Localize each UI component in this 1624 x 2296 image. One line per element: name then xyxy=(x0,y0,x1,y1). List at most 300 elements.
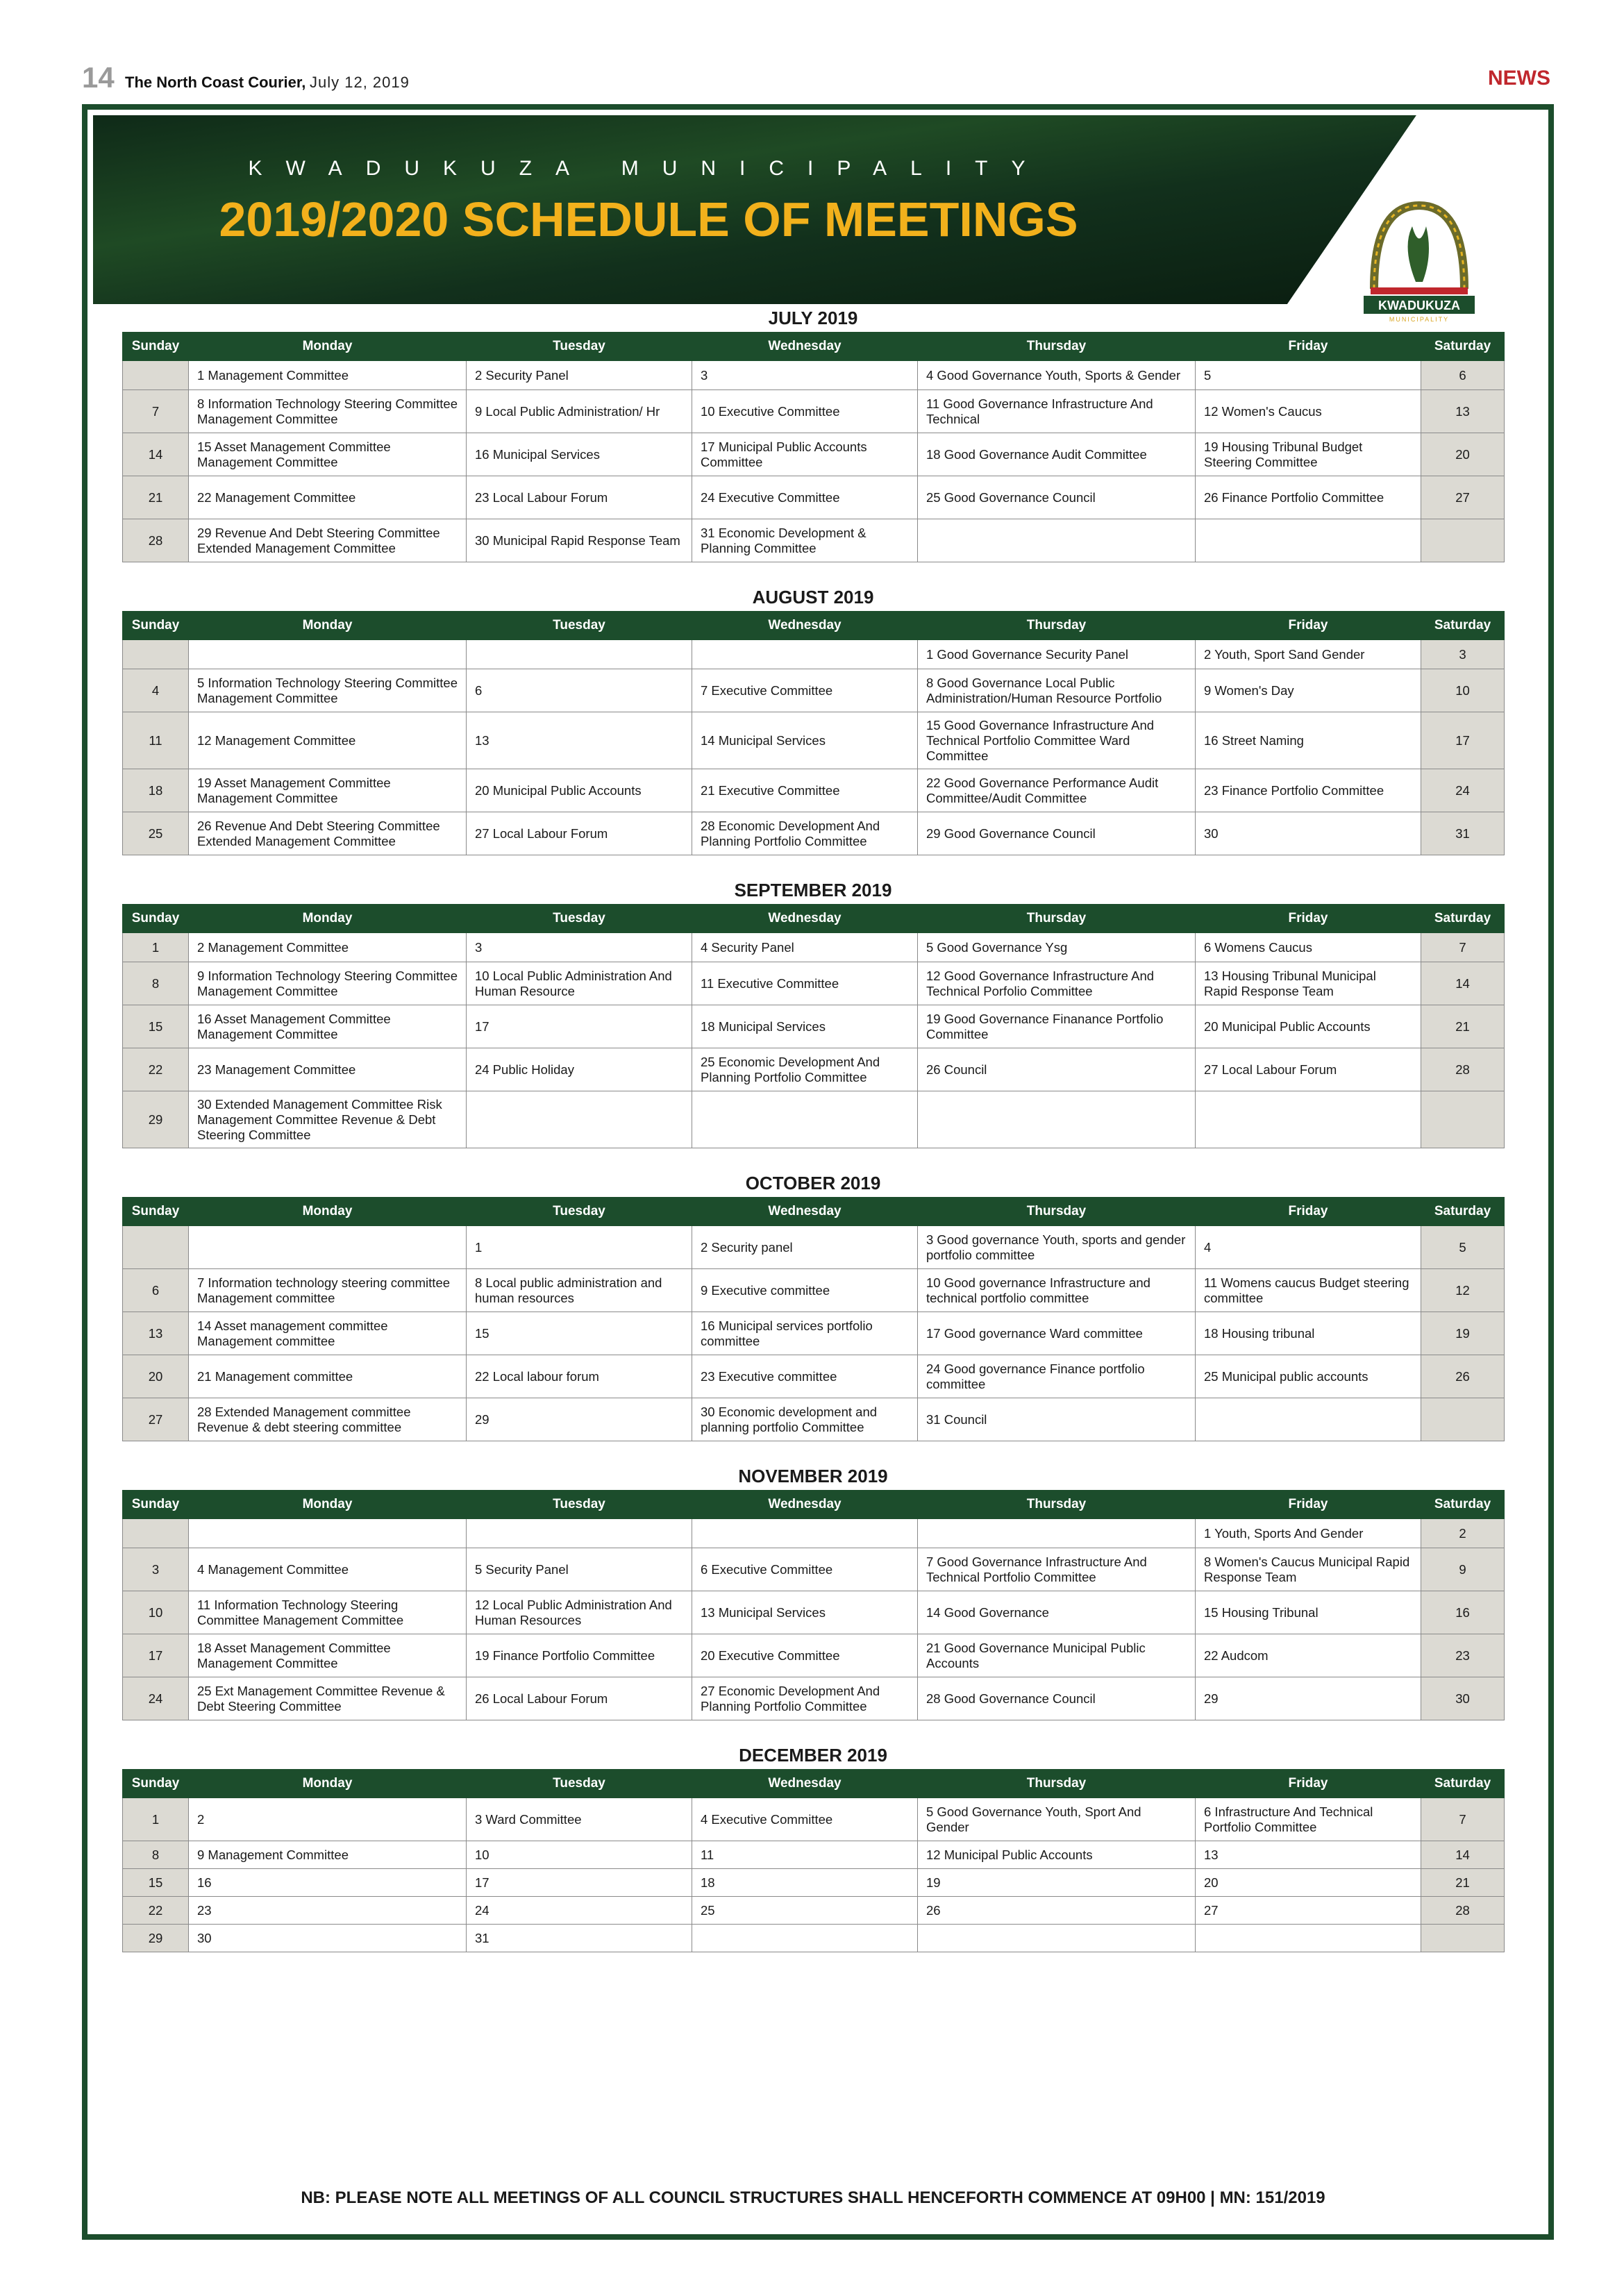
weekday-header: Tuesday xyxy=(467,1770,692,1798)
weekday-header: Wednesday xyxy=(692,333,918,361)
week-row xyxy=(123,1312,1505,1355)
day-cell: 7 Executive Committee xyxy=(692,669,918,712)
day-cell: 13 Municipal Services xyxy=(692,1591,918,1634)
day-cell: 25 Ext Management Committee Revenue & Debt Steering Committee xyxy=(189,1677,467,1720)
weekday-header: Friday xyxy=(1196,1198,1421,1226)
day-cell: 22 Management Committee xyxy=(189,476,467,519)
week-row xyxy=(123,476,1505,519)
day-cell: 25 Good Governance Council xyxy=(918,476,1196,519)
day-cell: 16 Municipal services portfolio committee xyxy=(692,1312,918,1355)
day-cell: 17 Good governance Ward committee xyxy=(918,1312,1196,1355)
week-row xyxy=(123,1591,1505,1634)
weekend-day-cell: 7 xyxy=(123,390,189,433)
week-row xyxy=(123,1091,1505,1148)
day-cell: 24 Good governance Finance portfolio committee xyxy=(918,1355,1196,1398)
day-cell: 9 Women's Day xyxy=(1196,669,1421,712)
week-row xyxy=(123,1005,1505,1048)
weekend-day-cell: 29 xyxy=(123,1925,189,1952)
day-cell: 19 Housing Tribunal Budget Steering Committee xyxy=(1196,433,1421,476)
weekday-header-row xyxy=(123,1198,1505,1226)
day-cell: 19 Good Governance Finanance Portfolio Committee xyxy=(918,1005,1196,1048)
weekend-day-cell xyxy=(1421,519,1505,562)
weekend-day-cell: 18 xyxy=(123,769,189,812)
weekend-day-cell: 16 xyxy=(1421,1591,1505,1634)
day-cell: 27 xyxy=(1196,1897,1421,1925)
month-calendar-table xyxy=(122,1769,1505,1952)
publication-date: July 12, 2019 xyxy=(310,74,410,91)
weekend-day-cell: 13 xyxy=(1421,390,1505,433)
day-cell: 26 Council xyxy=(918,1048,1196,1091)
weekday-header: Saturday xyxy=(1421,1198,1505,1226)
day-cell: 11 xyxy=(692,1841,918,1869)
day-cell xyxy=(1196,519,1421,562)
day-cell: 29 Good Governance Council xyxy=(918,812,1196,855)
week-row xyxy=(123,433,1505,476)
day-cell: 24 Public Holiday xyxy=(467,1048,692,1091)
week-row xyxy=(123,669,1505,712)
day-cell: 15 Housing Tribunal xyxy=(1196,1591,1421,1634)
day-cell: 1 Management Committee xyxy=(189,361,467,390)
footnote: NB: PLEASE NOTE ALL MEETINGS OF ALL COUNCIL STRUCTURES SHALL HENCEFORTH COMMENCE AT 09H00 | MN: 151/2019 xyxy=(301,2188,1325,2207)
weekend-day-cell: 8 xyxy=(123,1841,189,1869)
day-cell: 30 Municipal Rapid Response Team xyxy=(467,519,692,562)
day-cell: 29 Revenue And Debt Steering Committee Extended Management Committee xyxy=(189,519,467,562)
weekend-day-cell xyxy=(123,361,189,390)
day-cell: 3 xyxy=(692,361,918,390)
weekend-day-cell xyxy=(1421,1925,1505,1952)
weekend-day-cell: 27 xyxy=(123,1398,189,1441)
weekend-day-cell: 1 xyxy=(123,933,189,962)
day-cell xyxy=(189,1226,467,1269)
week-row xyxy=(123,1269,1505,1312)
day-cell: 7 Information technology steering committee Management committee xyxy=(189,1269,467,1312)
weekday-header: Thursday xyxy=(918,905,1196,933)
week-row xyxy=(123,1355,1505,1398)
day-cell: 22 Audcom xyxy=(1196,1634,1421,1677)
weekend-day-cell: 25 xyxy=(123,812,189,855)
weekday-header: Monday xyxy=(189,1198,467,1226)
day-cell: 14 Asset management committee Management committee xyxy=(189,1312,467,1355)
weekend-day-cell: 5 xyxy=(1421,1226,1505,1269)
banner-kicker: KWADUKUZA MUNICIPALITY xyxy=(248,157,1049,180)
weekday-header: Monday xyxy=(189,1491,467,1519)
day-cell: 27 Economic Development And Planning Portfolio Committee xyxy=(692,1677,918,1720)
day-cell: 17 Municipal Public Accounts Committee xyxy=(692,433,918,476)
weekday-header: Thursday xyxy=(918,1491,1196,1519)
weekend-day-cell: 6 xyxy=(123,1269,189,1312)
day-cell: 12 Good Governance Infrastructure And Technical Porfolio Committee xyxy=(918,962,1196,1005)
day-cell: 24 xyxy=(467,1897,692,1925)
weekday-header: Friday xyxy=(1196,1491,1421,1519)
day-cell: 3 xyxy=(467,933,692,962)
weekend-day-cell: 14 xyxy=(1421,962,1505,1005)
day-cell: 26 Local Labour Forum xyxy=(467,1677,692,1720)
day-cell: 29 xyxy=(1196,1677,1421,1720)
page-number: 14 xyxy=(82,61,115,94)
weekday-header-row xyxy=(123,612,1505,640)
weekend-day-cell: 1 xyxy=(123,1798,189,1841)
weekday-header: Sunday xyxy=(123,333,189,361)
day-cell: 17 xyxy=(467,1869,692,1897)
day-cell: 11 Womens caucus Budget steering committee xyxy=(1196,1269,1421,1312)
day-cell: 20 Municipal Public Accounts xyxy=(1196,1005,1421,1048)
weekday-header: Sunday xyxy=(123,1491,189,1519)
week-row xyxy=(123,1048,1505,1091)
day-cell: 12 Management Committee xyxy=(189,712,467,769)
day-cell: 10 Executive Committee xyxy=(692,390,918,433)
day-cell: 5 Information Technology Steering Committee Management Committee xyxy=(189,669,467,712)
day-cell: 15 Asset Management Committee Management Committee xyxy=(189,433,467,476)
day-cell: 9 Management Committee xyxy=(189,1841,467,1869)
weekend-day-cell: 14 xyxy=(123,433,189,476)
weekend-day-cell: 21 xyxy=(123,476,189,519)
day-cell: 13 xyxy=(1196,1841,1421,1869)
weekend-day-cell xyxy=(123,640,189,669)
day-cell xyxy=(189,1519,467,1548)
day-cell: 18 Housing tribunal xyxy=(1196,1312,1421,1355)
month-title: OCTOBER 2019 xyxy=(745,1173,881,1193)
weekday-header: Friday xyxy=(1196,612,1421,640)
weekend-day-cell: 15 xyxy=(123,1869,189,1897)
weekend-day-cell: 9 xyxy=(1421,1548,1505,1591)
day-cell: 6 xyxy=(467,669,692,712)
day-cell xyxy=(918,1519,1196,1548)
day-cell: 5 xyxy=(1196,361,1421,390)
weekday-header: Tuesday xyxy=(467,333,692,361)
month-calendar-table xyxy=(122,611,1505,855)
weekend-day-cell: 10 xyxy=(1421,669,1505,712)
day-cell: 1 Good Governance Security Panel xyxy=(918,640,1196,669)
day-cell xyxy=(692,1091,918,1148)
weekday-header: Monday xyxy=(189,1770,467,1798)
weekend-day-cell: 17 xyxy=(123,1634,189,1677)
day-cell: 14 Good Governance xyxy=(918,1591,1196,1634)
weekend-day-cell: 13 xyxy=(123,1312,189,1355)
day-cell: 21 Executive Committee xyxy=(692,769,918,812)
weekend-day-cell: 23 xyxy=(1421,1634,1505,1677)
day-cell: 5 Good Governance Ysg xyxy=(918,933,1196,962)
day-cell: 4 xyxy=(1196,1226,1421,1269)
day-cell: 2 xyxy=(189,1798,467,1841)
day-cell: 3 Ward Committee xyxy=(467,1798,692,1841)
week-row xyxy=(123,640,1505,669)
weekend-day-cell xyxy=(1421,1398,1505,1441)
weekend-day-cell: 3 xyxy=(123,1548,189,1591)
weekday-header: Thursday xyxy=(918,333,1196,361)
week-row xyxy=(123,962,1505,1005)
day-cell: 8 Women's Caucus Municipal Rapid Response Team xyxy=(1196,1548,1421,1591)
weekday-header: Sunday xyxy=(123,1770,189,1798)
weekday-header: Wednesday xyxy=(692,612,918,640)
week-row xyxy=(123,1398,1505,1441)
day-cell: 6 Infrastructure And Technical Portfolio Committee xyxy=(1196,1798,1421,1841)
weekend-day-cell: 20 xyxy=(123,1355,189,1398)
weekend-day-cell: 24 xyxy=(1421,769,1505,812)
day-cell: 30 xyxy=(1196,812,1421,855)
day-cell: 23 Local Labour Forum xyxy=(467,476,692,519)
week-row xyxy=(123,1677,1505,1720)
day-cell: 8 Local public administration and human resources xyxy=(467,1269,692,1312)
day-cell: 4 Management Committee xyxy=(189,1548,467,1591)
day-cell xyxy=(692,640,918,669)
week-row xyxy=(123,1798,1505,1841)
weekend-day-cell: 4 xyxy=(123,669,189,712)
day-cell: 21 Management committee xyxy=(189,1355,467,1398)
weekday-header: Monday xyxy=(189,612,467,640)
page-header xyxy=(82,61,1550,103)
day-cell xyxy=(918,1925,1196,1952)
day-cell: 18 xyxy=(692,1869,918,1897)
weekend-day-cell: 24 xyxy=(123,1677,189,1720)
weekday-header: Friday xyxy=(1196,333,1421,361)
day-cell: 13 Housing Tribunal Municipal Rapid Response Team xyxy=(1196,962,1421,1005)
day-cell: 28 Economic Development And Planning Portfolio Committee xyxy=(692,812,918,855)
weekday-header: Sunday xyxy=(123,1198,189,1226)
weekend-day-cell: 15 xyxy=(123,1005,189,1048)
day-cell: 23 xyxy=(189,1897,467,1925)
day-cell: 2 Management Committee xyxy=(189,933,467,962)
day-cell: 27 Local Labour Forum xyxy=(467,812,692,855)
month-calendar-table xyxy=(122,332,1505,562)
week-row xyxy=(123,1925,1505,1952)
day-cell: 24 Executive Committee xyxy=(692,476,918,519)
notice-frame xyxy=(82,104,1554,2240)
day-cell: 1 xyxy=(467,1226,692,1269)
day-cell: 5 Good Governance Youth, Sport And Gender xyxy=(918,1798,1196,1841)
weekday-header: Friday xyxy=(1196,1770,1421,1798)
weekday-header-row xyxy=(123,1770,1505,1798)
section-label: NEWS xyxy=(1488,67,1550,90)
day-cell: 3 Good governance Youth, sports and gender portfolio committee xyxy=(918,1226,1196,1269)
week-row xyxy=(123,519,1505,562)
municipality-logo xyxy=(1350,185,1489,324)
day-cell: 9 Executive committee xyxy=(692,1269,918,1312)
weekend-day-cell: 21 xyxy=(1421,1869,1505,1897)
weekend-day-cell: 28 xyxy=(1421,1048,1505,1091)
publication-name: The North Coast Courier, xyxy=(125,74,306,91)
day-cell xyxy=(467,1519,692,1548)
day-cell: 18 Good Governance Audit Committee xyxy=(918,433,1196,476)
day-cell: 18 Municipal Services xyxy=(692,1005,918,1048)
day-cell: 2 Youth, Sport Sand Gender xyxy=(1196,640,1421,669)
day-cell: 9 Information Technology Steering Committee Management Committee xyxy=(189,962,467,1005)
weekend-day-cell: 7 xyxy=(1421,933,1505,962)
day-cell: 20 Executive Committee xyxy=(692,1634,918,1677)
day-cell: 16 xyxy=(189,1869,467,1897)
day-cell: 7 Good Governance Infrastructure And Technical Portfolio Committee xyxy=(918,1548,1196,1591)
day-cell: 13 xyxy=(467,712,692,769)
weekday-header: Wednesday xyxy=(692,1770,918,1798)
weekday-header: Wednesday xyxy=(692,1491,918,1519)
weekend-day-cell: 26 xyxy=(1421,1355,1505,1398)
day-cell: 28 Extended Management committee Revenue & debt steering committee xyxy=(189,1398,467,1441)
day-cell xyxy=(189,640,467,669)
weekend-day-cell: 22 xyxy=(123,1897,189,1925)
day-cell: 18 Asset Management Committee Management Committee xyxy=(189,1634,467,1677)
day-cell: 19 xyxy=(918,1869,1196,1897)
weekday-header: Wednesday xyxy=(692,905,918,933)
day-cell: 23 Management Committee xyxy=(189,1048,467,1091)
month-title: DECEMBER 2019 xyxy=(739,1745,887,1766)
day-cell: 17 xyxy=(467,1005,692,1048)
day-cell: 4 Executive Committee xyxy=(692,1798,918,1841)
day-cell: 15 Good Governance Infrastructure And Technical Portfolio Committee Ward Committee xyxy=(918,712,1196,769)
week-row xyxy=(123,1226,1505,1269)
weekend-day-cell: 31 xyxy=(1421,812,1505,855)
weekday-header: Saturday xyxy=(1421,333,1505,361)
day-cell: 20 Municipal Public Accounts xyxy=(467,769,692,812)
day-cell: 11 Executive Committee xyxy=(692,962,918,1005)
day-cell: 25 xyxy=(692,1897,918,1925)
banner-title: 2019/2020 SCHEDULE OF MEETINGS xyxy=(219,192,1078,246)
weekday-header: Thursday xyxy=(918,1770,1196,1798)
day-cell: 31 Economic Development & Planning Committee xyxy=(692,519,918,562)
day-cell: 1 Youth, Sports And Gender xyxy=(1196,1519,1421,1548)
week-row xyxy=(123,769,1505,812)
day-cell: 16 Municipal Services xyxy=(467,433,692,476)
weekend-day-cell: 11 xyxy=(123,712,189,769)
day-cell: 12 Municipal Public Accounts xyxy=(918,1841,1196,1869)
month-calendar-table xyxy=(122,904,1505,1148)
day-cell: 16 Street Naming xyxy=(1196,712,1421,769)
day-cell: 16 Asset Management Committee Management Committee xyxy=(189,1005,467,1048)
day-cell: 6 Executive Committee xyxy=(692,1548,918,1591)
week-row xyxy=(123,1841,1505,1869)
day-cell: 11 Information Technology Steering Committee Management Committee xyxy=(189,1591,467,1634)
weekend-day-cell: 12 xyxy=(1421,1269,1505,1312)
weekday-header: Saturday xyxy=(1421,612,1505,640)
day-cell: 30 Economic development and planning portfolio Committee xyxy=(692,1398,918,1441)
day-cell: 25 Municipal public accounts xyxy=(1196,1355,1421,1398)
week-row xyxy=(123,390,1505,433)
logo-text: KWADUKUZA xyxy=(1378,299,1460,312)
day-cell: 4 Security Panel xyxy=(692,933,918,962)
day-cell xyxy=(692,1519,918,1548)
day-cell xyxy=(467,640,692,669)
day-cell xyxy=(467,1091,692,1148)
weekend-day-cell: 2 xyxy=(1421,1519,1505,1548)
weekday-header: Friday xyxy=(1196,905,1421,933)
weekend-day-cell: 19 xyxy=(1421,1312,1505,1355)
day-cell: 8 Good Governance Local Public Administration/Human Resource Portfolio xyxy=(918,669,1196,712)
weekend-day-cell: 8 xyxy=(123,962,189,1005)
day-cell: 27 Local Labour Forum xyxy=(1196,1048,1421,1091)
week-row xyxy=(123,1519,1505,1548)
day-cell xyxy=(918,1091,1196,1148)
day-cell: 25 Economic Development And Planning Portfolio Committee xyxy=(692,1048,918,1091)
day-cell: 26 Revenue And Debt Steering Committee Extended Management Committee xyxy=(189,812,467,855)
day-cell: 4 Good Governance Youth, Sports & Gender xyxy=(918,361,1196,390)
day-cell: 30 xyxy=(189,1925,467,1952)
day-cell: 10 Good governance Infrastructure and technical portfolio committee xyxy=(918,1269,1196,1312)
day-cell xyxy=(918,519,1196,562)
logo-emblem-icon xyxy=(1350,185,1489,324)
month-title: JULY 2019 xyxy=(768,308,858,328)
day-cell xyxy=(1196,1091,1421,1148)
day-cell: 8 Information Technology Steering Committee Management Committee xyxy=(189,390,467,433)
day-cell: 19 Finance Portfolio Committee xyxy=(467,1634,692,1677)
day-cell: 19 Asset Management Committee Management Committee xyxy=(189,769,467,812)
day-cell: 22 Good Governance Performance Audit Committee/Audit Committee xyxy=(918,769,1196,812)
day-cell: 23 Executive committee xyxy=(692,1355,918,1398)
day-cell: 11 Good Governance Infrastructure And Technical xyxy=(918,390,1196,433)
day-cell: 23 Finance Portfolio Committee xyxy=(1196,769,1421,812)
weekend-day-cell xyxy=(123,1226,189,1269)
day-cell: 2 Security Panel xyxy=(467,361,692,390)
weekday-header: Sunday xyxy=(123,905,189,933)
month-calendar-table xyxy=(122,1197,1505,1441)
weekend-day-cell: 29 xyxy=(123,1091,189,1148)
weekend-day-cell: 17 xyxy=(1421,712,1505,769)
weekend-day-cell xyxy=(1421,1091,1505,1148)
day-cell: 29 xyxy=(467,1398,692,1441)
day-cell: 28 Good Governance Council xyxy=(918,1677,1196,1720)
month-title: NOVEMBER 2019 xyxy=(738,1466,888,1486)
week-row xyxy=(123,1634,1505,1677)
day-cell: 31 Council xyxy=(918,1398,1196,1441)
week-row xyxy=(123,1869,1505,1897)
day-cell: 26 Finance Portfolio Committee xyxy=(1196,476,1421,519)
weekend-day-cell: 28 xyxy=(1421,1897,1505,1925)
month-calendar-table xyxy=(122,1490,1505,1720)
weekday-header: Wednesday xyxy=(692,1198,918,1226)
day-cell: 12 Women's Caucus xyxy=(1196,390,1421,433)
weekend-day-cell: 28 xyxy=(123,519,189,562)
weekend-day-cell: 10 xyxy=(123,1591,189,1634)
schedule-calendars xyxy=(122,304,1504,1973)
weekday-header: Tuesday xyxy=(467,612,692,640)
day-cell: 6 Womens Caucus xyxy=(1196,933,1421,962)
weekday-header: Thursday xyxy=(918,1198,1196,1226)
weekday-header-row xyxy=(123,333,1505,361)
day-cell: 21 Good Governance Municipal Public Accounts xyxy=(918,1634,1196,1677)
weekend-day-cell xyxy=(123,1519,189,1548)
weekday-header-row xyxy=(123,1491,1505,1519)
weekend-day-cell: 6 xyxy=(1421,361,1505,390)
day-cell: 30 Extended Management Committee Risk Management Committee Revenue & Debt Steering Committee xyxy=(189,1091,467,1148)
weekday-header: Tuesday xyxy=(467,1491,692,1519)
weekend-day-cell: 22 xyxy=(123,1048,189,1091)
weekday-header: Saturday xyxy=(1421,1491,1505,1519)
day-cell: 26 xyxy=(918,1897,1196,1925)
weekend-day-cell: 7 xyxy=(1421,1798,1505,1841)
weekday-header: Monday xyxy=(189,333,467,361)
weekday-header: Thursday xyxy=(918,612,1196,640)
day-cell: 22 Local labour forum xyxy=(467,1355,692,1398)
day-cell: 9 Local Public Administration/ Hr xyxy=(467,390,692,433)
weekend-day-cell: 27 xyxy=(1421,476,1505,519)
day-cell xyxy=(1196,1398,1421,1441)
day-cell: 12 Local Public Administration And Human Resources xyxy=(467,1591,692,1634)
weekday-header: Saturday xyxy=(1421,1770,1505,1798)
week-row xyxy=(123,1548,1505,1591)
weekday-header: Tuesday xyxy=(467,905,692,933)
day-cell: 20 xyxy=(1196,1869,1421,1897)
weekday-header-row xyxy=(123,905,1505,933)
day-cell: 2 Security panel xyxy=(692,1226,918,1269)
day-cell xyxy=(1196,1925,1421,1952)
day-cell: 10 Local Public Administration And Human Resource xyxy=(467,962,692,1005)
weekend-day-cell: 30 xyxy=(1421,1677,1505,1720)
day-cell: 31 xyxy=(467,1925,692,1952)
week-row xyxy=(123,933,1505,962)
weekend-day-cell: 20 xyxy=(1421,433,1505,476)
day-cell: 14 Municipal Services xyxy=(692,712,918,769)
week-row xyxy=(123,812,1505,855)
weekday-header: Sunday xyxy=(123,612,189,640)
weekday-header: Tuesday xyxy=(467,1198,692,1226)
day-cell xyxy=(692,1925,918,1952)
